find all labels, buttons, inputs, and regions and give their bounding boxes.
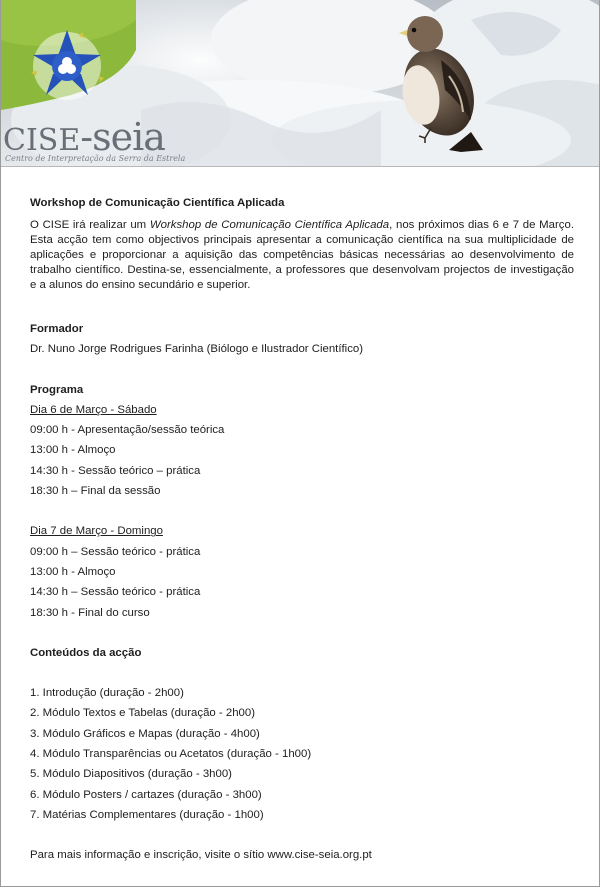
conteudo-item: 4. Módulo Transparências ou Acetatos (duração - 1h00) [30, 748, 312, 761]
brand-subtitle: Centro de Interpretação da Serra da Estrela [5, 154, 186, 163]
conteudo-item: 7. Matérias Complementares (duração - 1h00) [30, 808, 264, 821]
intro-workshop-name: Workshop de Comunicação Científica Aplicada [149, 219, 390, 231]
day1-label: Dia 6 de Março - Sábado [30, 403, 157, 416]
day2-item: 18:30 h - Final do curso [30, 606, 150, 619]
day2-item: 09:00 h – Sessão teórico - prática [30, 545, 201, 558]
formador-name: Dr. Nuno Jorge Rodrigues Farinha (Biólogo e Ilustrador Científico) [30, 343, 364, 356]
header-divider [1, 166, 600, 167]
day2-item: 13:00 h - Almoço [30, 565, 116, 578]
conteudo-item: 2. Módulo Textos e Tabelas (duração - 2h00) [30, 707, 255, 720]
day2-item: 14:30 h – Sessão teórico - prática [30, 586, 201, 599]
conteudo-item: 1. Introdução (duração - 2h00) [30, 687, 184, 700]
conteudo-item: 3. Módulo Gráficos e Mapas (duração - 4h00) [30, 727, 260, 740]
footer-info: Para mais informação e inscrição, visite o sítio www.cise-seia.org.pt [30, 849, 372, 862]
intro-text-end: , nos próximos dias 6 e 7 de Março. Esta acção tem como objectivos principais apresentar a comunicação científica na sua multiplicidade de aplicações e proporcionar a aquisição das competências básicas necessárias ao desenvolvimento de trabalho científico. Destina-se, essencialmente, a professores que desenvolvam projectos de investigação e a alunos do ensino secundário e superior. [30, 219, 574, 291]
day2-label: Dia 7 de Março - Domingo [30, 525, 163, 538]
programa-heading: Programa [30, 383, 84, 396]
workshop-title: Workshop de Comunicação Científica Aplicada [30, 197, 285, 209]
brand-logo [3, 115, 165, 159]
brand-prefix: CISE [3, 123, 81, 158]
conteudo-item: 6. Módulo Posters / cartazes (duração - 3h00) [30, 788, 262, 801]
day1-item: 09:00 h - Apresentação/sessão teórica [30, 424, 225, 437]
brand-suffix: -seia [80, 115, 165, 159]
conteudos-heading: Conteúdos da acção [30, 646, 142, 659]
flyer-content [30, 196, 574, 866]
day1-item: 18:30 h – Final da sessão [30, 485, 161, 498]
conteudo-item: 5. Módulo Diapositivos (duração - 3h00) [30, 768, 232, 781]
day1-item: 14:30 h - Sessão teórico – prática [30, 464, 201, 477]
intro-text-start: O CISE irá realizar um [30, 219, 150, 231]
header-banner [1, 0, 600, 166]
day1-item: 13:00 h - Almoço [30, 444, 116, 457]
workshop-intro [30, 218, 574, 293]
formador-heading: Formador [30, 323, 84, 335]
